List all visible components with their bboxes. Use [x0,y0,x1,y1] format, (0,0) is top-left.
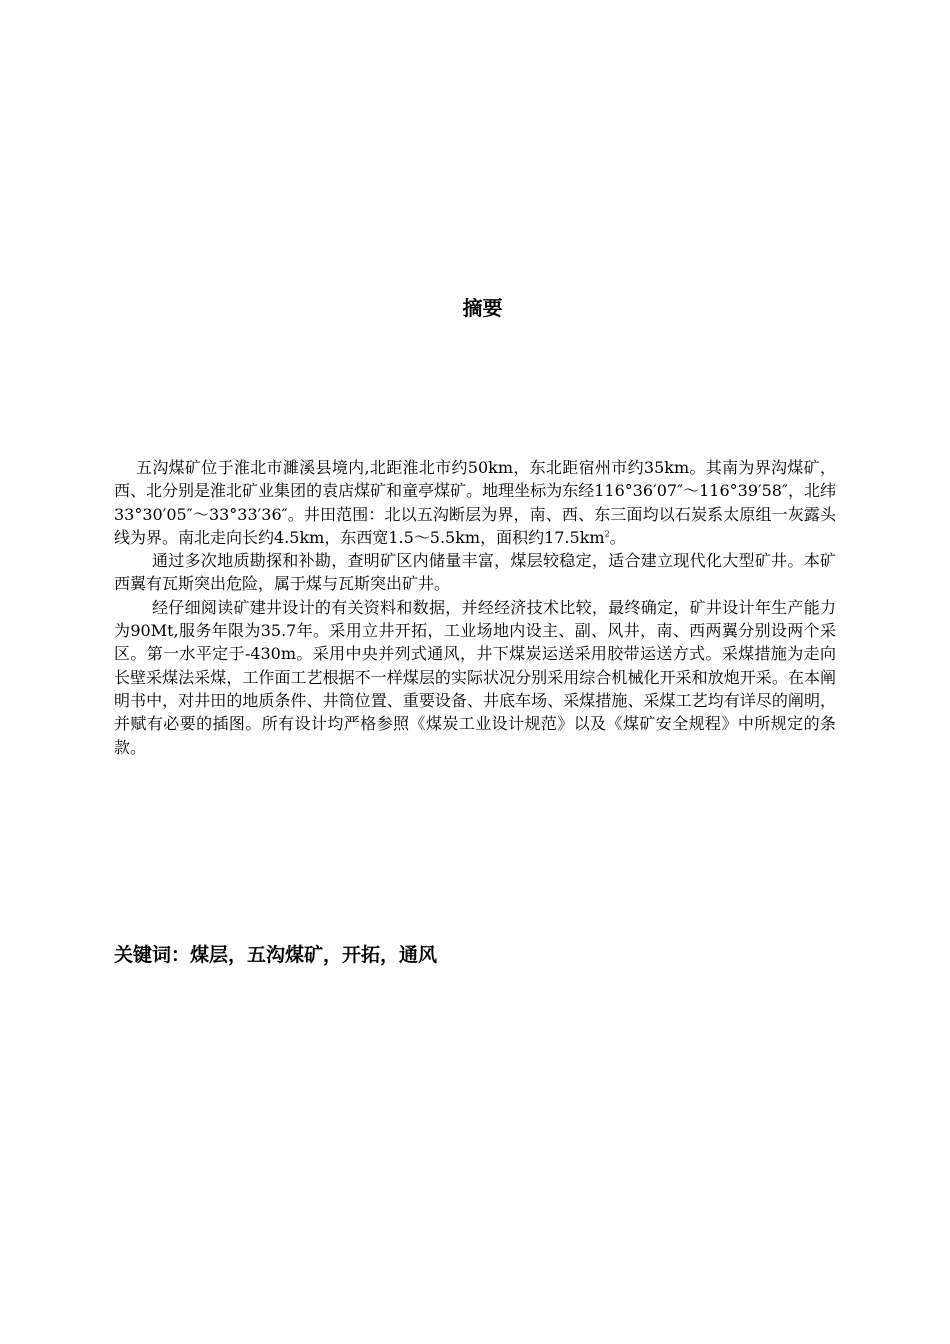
abstract-paragraph-1 [114,456,836,549]
abstract-paragraph-3: 经仔细阅读矿建井设计的有关资料和数据，并经经济技术比较，最终确定，矿井设计年生产能力为90Mt,服务年限为35.7年。采用立井开拓，工业场地内设主、副、风井，南、西两翼分别设两个采区。第一水平定于-430m。采用中央并列式通风，井下煤炭运送采用胶带运送方式。采煤措施为走向长壁采煤法采煤，工作面工艺根据不一样煤层的实际状况分别采用综合机械化开采和放炮开采。在本阐明书中，对井田的地质条件、井筒位置、重要设备、井底车场、采煤措施、采煤工艺均有详尽的阐明，并赋有必要的插图。所有设计均严格参照《煤炭工业设计规范》以及《煤矿安全规程》中所规定的条款。 [114,597,836,757]
superscript-2: 2 [604,529,610,539]
abstract-paragraph-2: 通过多次地质勘探和补勘，查明矿区内储量丰富，煤层较稳定，适合建立现代化大型矿井。本矿西翼有瓦斯突出危险，属于煤与瓦斯突出矿井。 [114,551,836,594]
paragraph-1-text: 五沟煤矿位于淮北市濉溪县境内,北距淮北市约50km，东北距宿州市约35km。其南为界沟煤矿，西、北分别是淮北矿业集团的袁店煤矿和童亭煤矿。地理坐标为东经116°36′07″～116°39′58″，北纬33°30′05″～33°33′36″。井田范围：北以五沟断层为界，南、西、东三面均以石炭系太原组一灰露头线为界。南北走向长约4.5km，东西宽1.5～5.5km，面积约17.5km [114,458,836,547]
paragraph-1-end: 。 [609,527,626,547]
keywords-line: 关键词：煤层，五沟煤矿，开拓，通风 [114,944,438,966]
abstract-body [114,456,836,759]
page-title: 摘要 [462,296,503,320]
